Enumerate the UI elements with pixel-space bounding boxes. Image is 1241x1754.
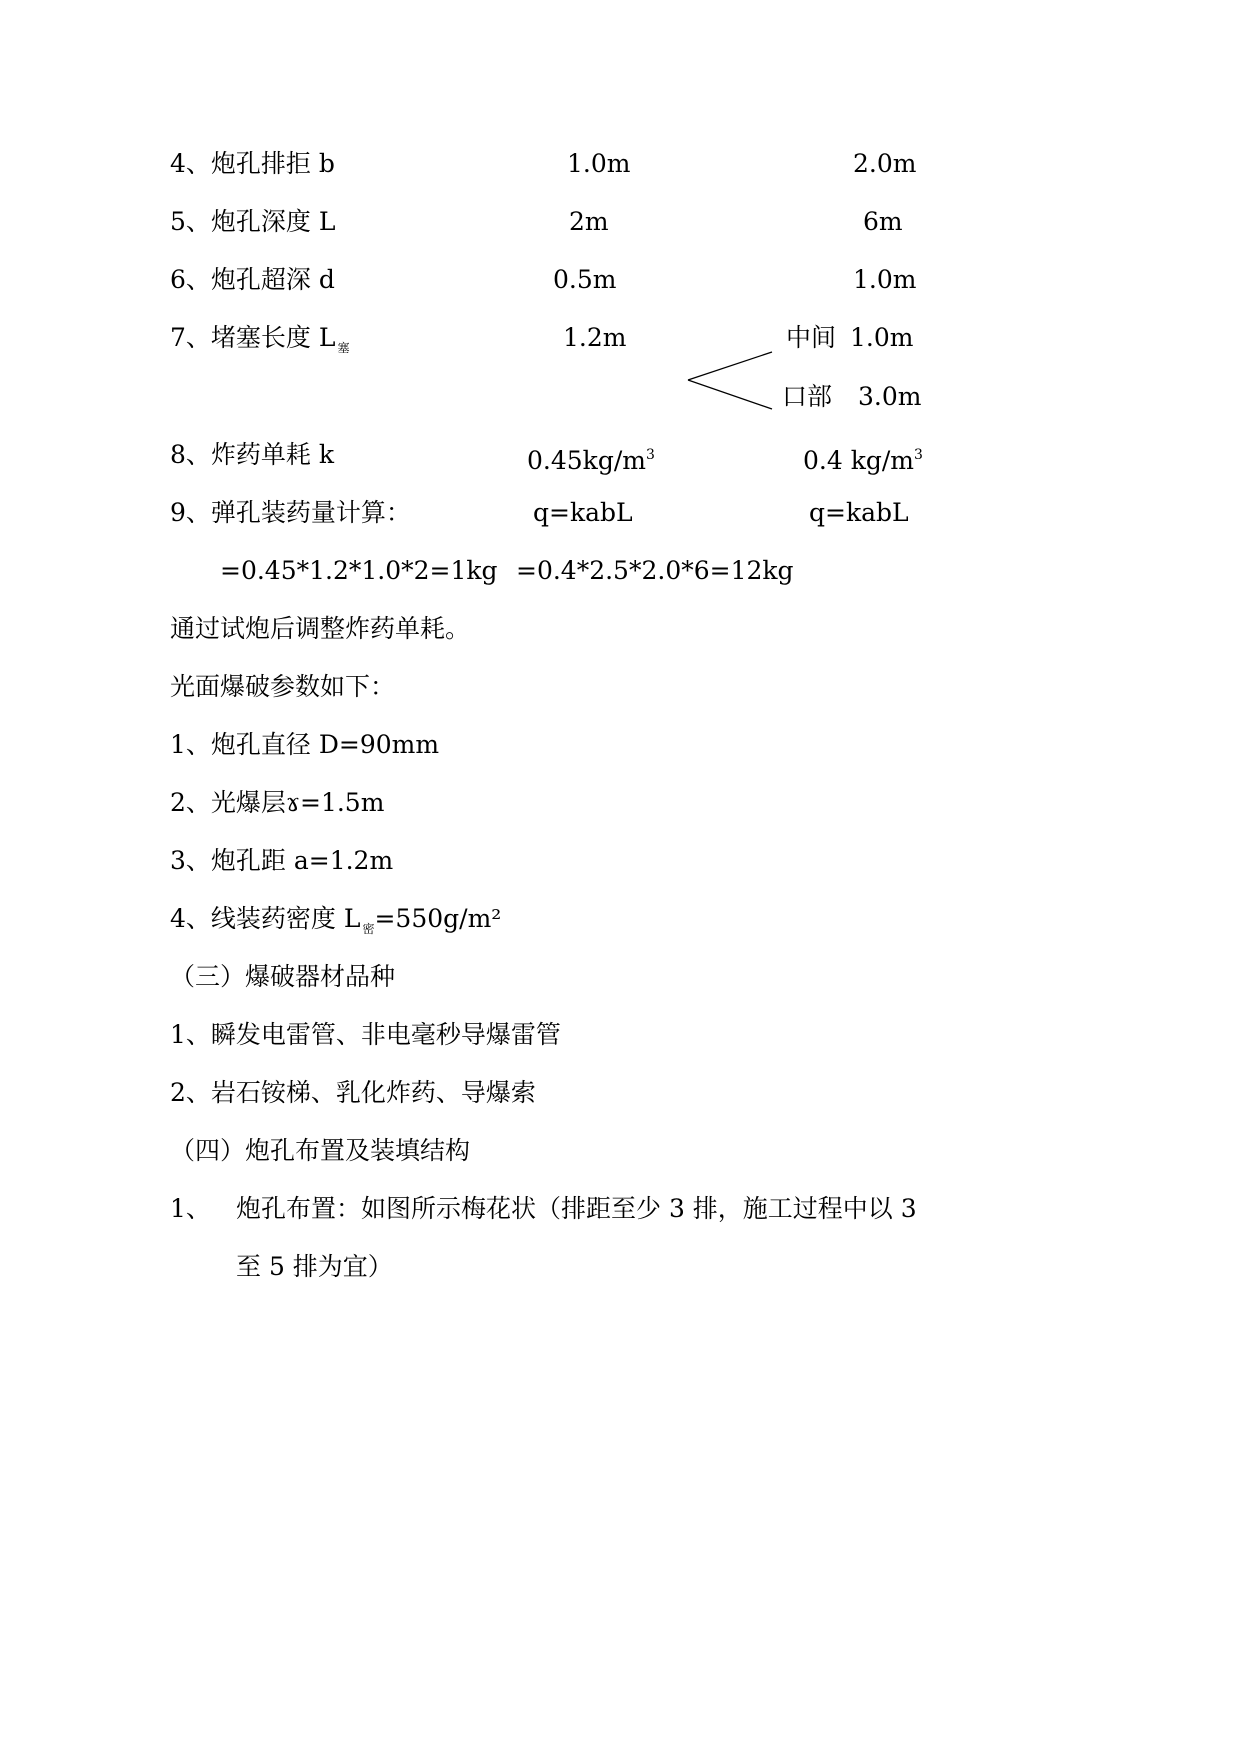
layout-item-1-line-1: 炮孔布置：如图所示梅花状（排距至少 3 排，施工过程中以 3: [236, 1194, 917, 1223]
branch-line-lower: [688, 380, 772, 409]
param-row-7-mouth-value: 3.0m: [858, 382, 922, 411]
param-row-5-label: 5、炮孔深度 L: [170, 207, 336, 236]
calc-result-2: =0.4*2.5*2.0*6=12kg: [516, 556, 794, 585]
param-row-7-subscript: 塞: [337, 341, 350, 355]
param-row-9-label: 9、弹孔装药量计算：: [170, 498, 411, 527]
param-row-7-mouth-label: 口部: [782, 382, 833, 411]
smooth-blasting-title: 光面爆破参数如下：: [170, 672, 396, 701]
param-row-8-value-2: 0.4 $kg/m^3$: [803, 446, 923, 475]
param-row-9-formula-1: q=kabL: [533, 498, 633, 527]
layout-item-1-line-2: 至 5 排为宜）: [236, 1252, 393, 1281]
calc-result-1: =0.45*1.2*1.0*2=1kg: [220, 556, 498, 585]
param-row-9-formula-2: q=kabL: [809, 498, 909, 527]
param-row-7-label: 7、堵塞长度 L $_塞$: [170, 323, 350, 355]
smooth-item-1: 1、炮孔直径 D=90mm: [170, 730, 440, 759]
param-row-8-label: 8、炸药单耗 k: [170, 440, 335, 469]
param-row-8-value-1: $0.45kg/m^3$: [527, 446, 655, 475]
param-row-7-middle-value: 1.0m: [850, 323, 914, 352]
materials-item-1: 1、瞬发电雷管、非电毫秒导爆雷管: [170, 1020, 561, 1049]
param-row-6-value-2: 1.0m: [853, 265, 917, 294]
smooth-item-4: 4、线装药密度 L $_密$=550g/m²: [170, 904, 502, 936]
layout-section-title: （四）炮孔布置及装填结构: [170, 1136, 471, 1165]
param-row-4-value-2: 2.0m: [853, 149, 917, 178]
param-row-5-value-1: 2m: [569, 207, 609, 236]
param-row-7-middle-label: 中间: [786, 323, 837, 352]
param-row-4-label: 4、炮孔排拒 b: [170, 149, 335, 178]
layout-item-1-number: 1、: [170, 1194, 211, 1223]
param-row-7-value-1: 1.2m: [563, 323, 627, 352]
materials-item-2: 2、岩石铵梯、乳化炸药、导爆索: [170, 1078, 536, 1107]
param-row-6-value-1: 0.5m: [553, 265, 617, 294]
param-row-6-label: 6、炮孔超深 d: [170, 265, 335, 294]
smooth-item-2: 2、光爆层ɤ=1.5m: [170, 788, 385, 817]
materials-title: （三）爆破器材品种: [170, 962, 396, 991]
note-text: 通过试炮后调整炸药单耗。: [170, 614, 471, 643]
param-row-5-value-2: 6m: [863, 207, 903, 236]
branch-line-upper: [688, 352, 772, 380]
smooth-item-3: 3、炮孔距 a=1.2m: [170, 846, 394, 875]
param-row-4-value-1: 1.0m: [567, 149, 631, 178]
